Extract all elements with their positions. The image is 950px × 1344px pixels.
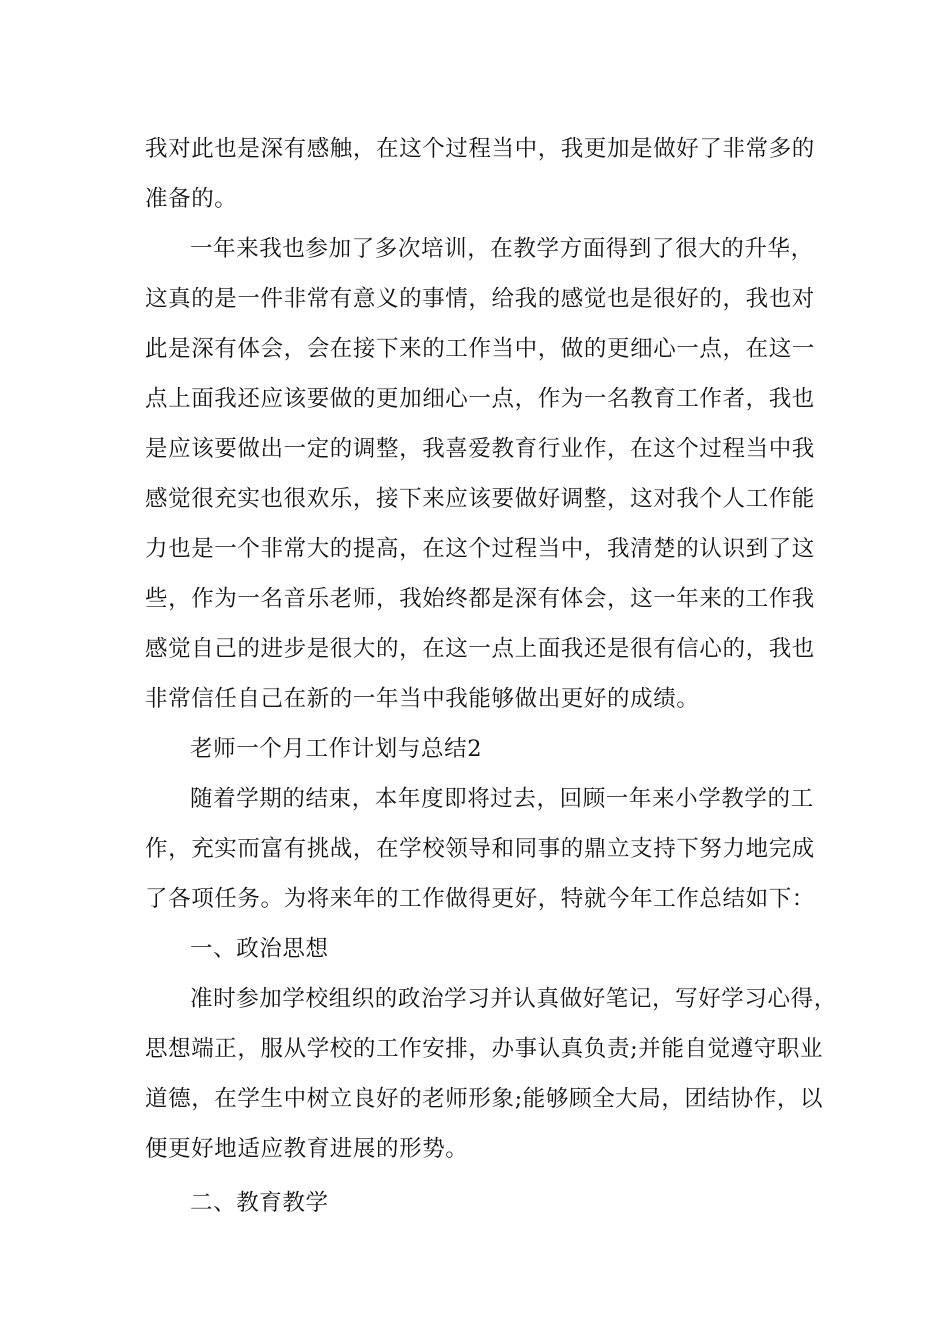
paragraph-training bbox=[145, 224, 815, 724]
text-line: 准备的。 bbox=[145, 186, 238, 212]
text-line: 此是深有体会，会在接下来的工作当中，做的更细心一点，在这一 bbox=[145, 336, 815, 362]
paragraph-politics bbox=[145, 974, 837, 1174]
text-line: 作，充实而富有挑战，在学校领导和同事的鼎立支持下努力地完成 bbox=[145, 836, 815, 862]
text-line: 我对此也是深有感触，在这个过程当中，我更加是做好了非常多的 bbox=[145, 136, 815, 162]
text-line: 非常信任自己在新的一年当中我能够做出更好的成绩。 bbox=[145, 686, 700, 712]
text-line: 一年来我也参加了多次培训，在教学方面得到了很大的升华， bbox=[190, 236, 814, 262]
text-line: 力也是一个非常大的提高，在这个过程当中，我清楚的认识到了这 bbox=[145, 536, 815, 562]
text-line: 感觉很充实也很欢乐，接下来应该要做好调整，这对我个人工作能 bbox=[145, 486, 815, 512]
text-line: 随着学期的结束，本年度即将过去，回顾一年来小学教学的工 bbox=[190, 786, 814, 812]
text-line: 点上面我还应该要做的更加细心一点，作为一名教育工作者，我也 bbox=[145, 386, 815, 412]
text-line: 些，作为一名音乐老师，我始终都是深有体会，这一年来的工作我 bbox=[145, 586, 815, 612]
text-line: 思想端正，服从学校的工作安排，办事认真负责;并能自觉遵守职业 bbox=[145, 1036, 824, 1062]
section-title-line: 老师一个月工作计划与总结2 bbox=[190, 736, 483, 762]
paragraph-intro bbox=[145, 774, 815, 924]
text-line: 准时参加学校组织的政治学习并认真做好笔记，写好学习心得， bbox=[190, 986, 837, 1012]
document-body bbox=[145, 124, 837, 1228]
heading-politics bbox=[145, 924, 815, 974]
text-line: 是应该要做出一定的调整，我喜爱教育行业作，在这个过程当中我 bbox=[145, 436, 815, 462]
heading-line: 二、教育教学 bbox=[190, 1190, 329, 1216]
heading-teaching bbox=[145, 1178, 815, 1228]
text-line: 便更好地适应教育进展的形势。 bbox=[145, 1136, 469, 1162]
section-title bbox=[145, 724, 815, 774]
heading-line: 一、政治思想 bbox=[190, 936, 329, 962]
text-line: 了各项任务。为将来年的工作做得更好，特就今年工作总结如下： bbox=[145, 886, 815, 912]
text-line: 这真的是一件非常有意义的事情，给我的感觉也是很好的，我也对 bbox=[145, 286, 815, 312]
paragraph-continuation bbox=[145, 124, 815, 224]
text-line: 道德，在学生中树立良好的老师形象;能够顾全大局，团结协作，以 bbox=[145, 1086, 824, 1112]
text-line: 感觉自己的进步是很大的，在这一点上面我还是很有信心的，我也 bbox=[145, 636, 815, 662]
